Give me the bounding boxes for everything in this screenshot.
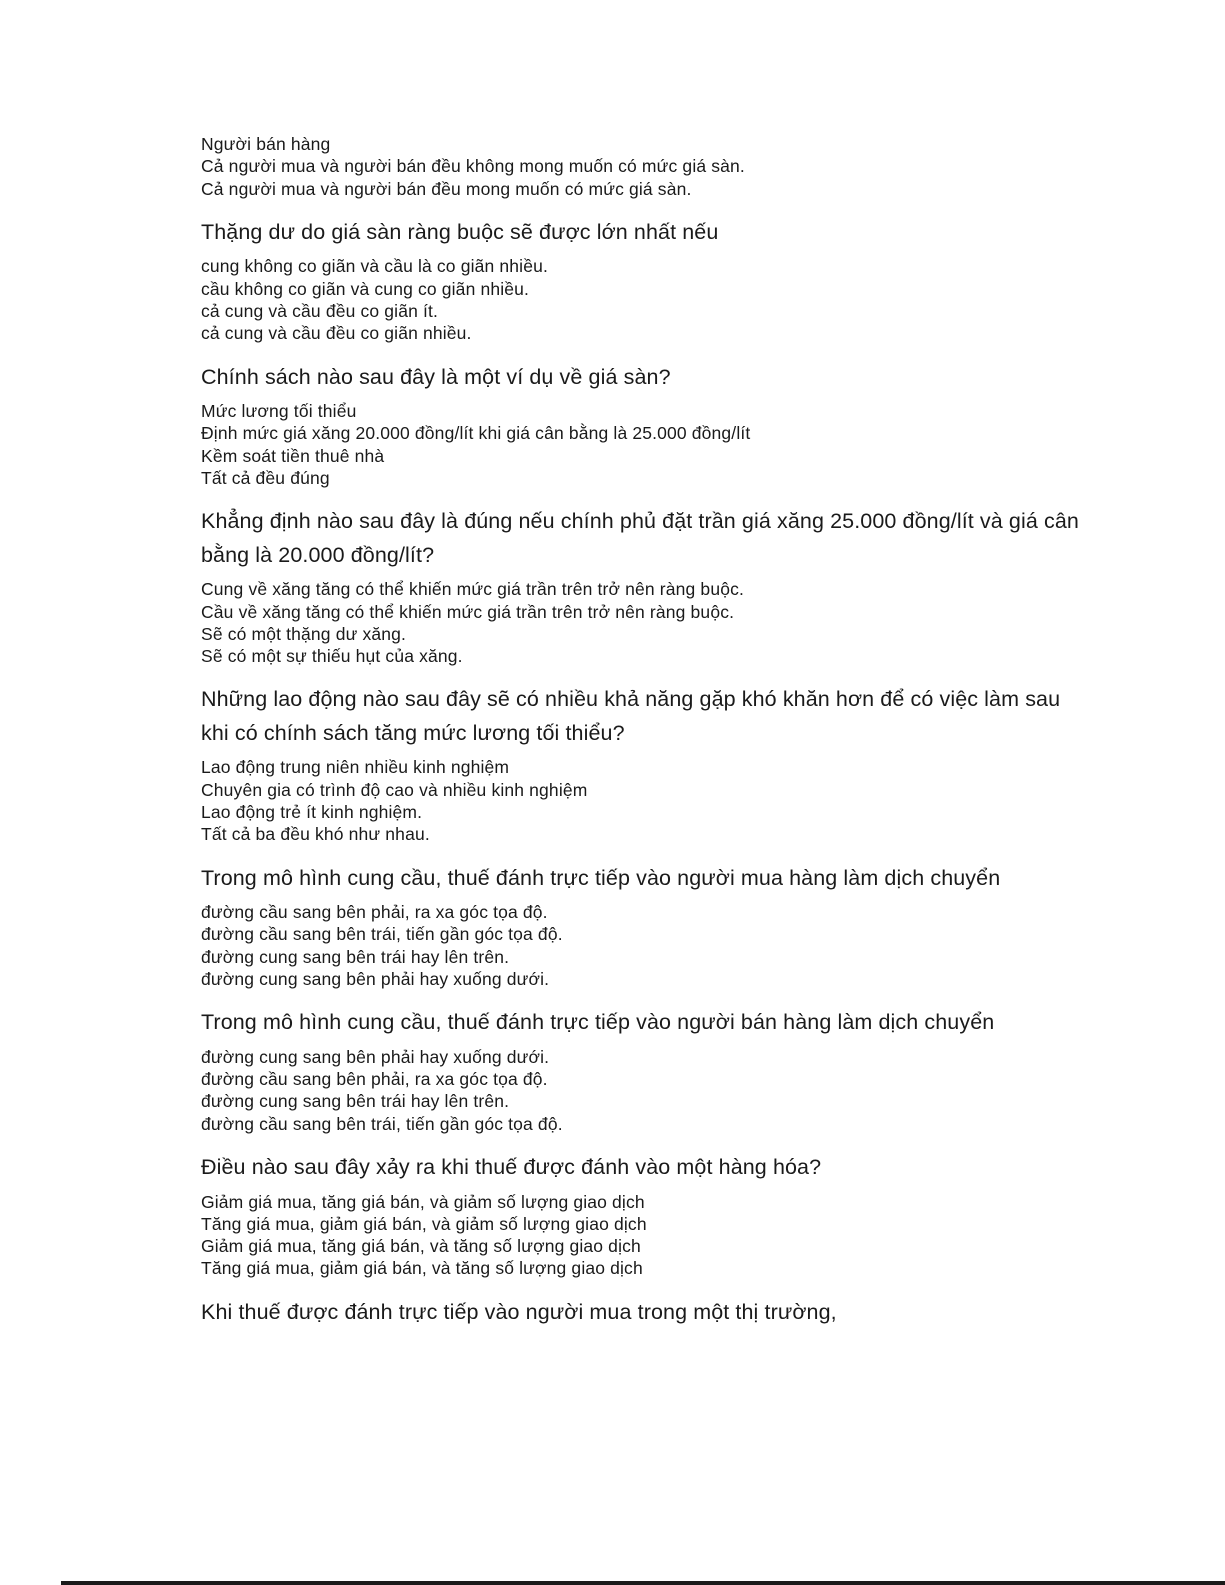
option-text: đường cầu sang bên trái, tiến gần góc tọa độ.: [201, 1113, 563, 1134]
option-text: đường cung sang bên phải hay xuống dưới.: [201, 969, 550, 990]
question-block: [201, 505, 1081, 667]
option-text: Sẽ có một sự thiếu hụt của xăng.: [201, 646, 463, 667]
option-text: Lao động trẻ ít kinh nghiệm.: [201, 802, 423, 823]
option-text: đường cung sang bên phải hay xuống dưới.: [201, 1046, 550, 1067]
question-block: [201, 683, 1081, 845]
question-text: Thặng dư do giá sàn ràng buộc sẽ được lớn nhất nếu: [201, 219, 719, 244]
option-text: Tăng giá mua, giảm giá bán, và giảm số lượng giao dịch: [201, 1213, 647, 1234]
option-text: Giảm giá mua, tăng giá bán, và giảm số lượng giao dịch: [201, 1191, 645, 1212]
option-text: Kềm soát tiền thuê nhà: [201, 445, 385, 466]
leading-options: [201, 133, 1081, 200]
question-text: Điều nào sau đây xảy ra khi thuế được đánh vào một hàng hóa?: [201, 1155, 822, 1180]
document-page: [201, 133, 1081, 1335]
question-text: Khẳng định nào sau đây là đúng nếu chính phủ đặt trần giá xăng 25.000 đồng/lít và giá cân bằng là 20.000 đồng/lít?: [201, 509, 1079, 567]
option-text: Lao động trung niên nhiều kinh nghiệm: [201, 757, 510, 778]
option-text: cầu không co giãn và cung co giãn nhiều.: [201, 278, 530, 299]
question-text: Khi thuế được đánh trực tiếp vào người mua trong một thị trường,: [201, 1299, 837, 1324]
option-text: cả cung và cầu đều co giãn nhiều.: [201, 323, 472, 344]
option-text: Chuyên gia có trình độ cao và nhiều kinh nghiệm: [201, 779, 588, 800]
option-text: cả cung và cầu đều co giãn ít.: [201, 300, 439, 321]
option-text: Sẽ có một thặng dư xăng.: [201, 623, 407, 644]
option-text: Tăng giá mua, giảm giá bán, và tăng số lượng giao dịch: [201, 1258, 643, 1279]
option-text: Cung về xăng tăng có thể khiến mức giá trần trên trở nên ràng buộc.: [201, 579, 744, 600]
option-text: Tất cả đều đúng: [201, 467, 330, 488]
option-text: đường cầu sang bên phải, ra xa góc tọa độ.: [201, 902, 548, 923]
option-text: đường cầu sang bên phải, ra xa góc tọa độ.: [201, 1069, 548, 1090]
option-text: cung không co giãn và cầu là co giãn nhiều.: [201, 256, 548, 277]
question-block: [201, 1006, 1081, 1135]
option-text: Mức lương tối thiểu: [201, 401, 357, 422]
option-text: Người bán hàng: [201, 134, 331, 154]
option-text: Giảm giá mua, tăng giá bán, và tăng số lượng giao dịch: [201, 1236, 641, 1257]
page-bottom-border: [61, 1581, 1225, 1585]
question-block: [201, 1151, 1081, 1280]
option-text: đường cung sang bên trái hay lên trên.: [201, 1091, 510, 1112]
question-text: Trong mô hình cung cầu, thuế đánh trực tiếp vào người mua hàng làm dịch chuyển: [201, 865, 1001, 890]
question-block: [201, 1296, 1081, 1330]
question-block: [201, 862, 1081, 991]
option-text: Cả người mua và người bán đều không mong muốn có mức giá sàn.: [201, 156, 745, 177]
question-block: [201, 361, 1081, 490]
question-text: Trong mô hình cung cầu, thuế đánh trực tiếp vào người bán hàng làm dịch chuyển: [201, 1010, 995, 1035]
option-text: Định mức giá xăng 20.000 đồng/lít khi giá cân bằng là 25.000 đồng/lít: [201, 423, 751, 444]
option-text: Tất cả ba đều khó như nhau.: [201, 824, 430, 845]
question-block: [201, 216, 1081, 345]
option-text: đường cung sang bên trái hay lên trên.: [201, 946, 510, 967]
question-text: Chính sách nào sau đây là một ví dụ về giá sàn?: [201, 364, 671, 389]
option-text: Cả người mua và người bán đều mong muốn có mức giá sàn.: [201, 178, 692, 199]
question-text: Những lao động nào sau đây sẽ có nhiều khả năng gặp khó khăn hơn để có việc làm sau khi có chính sách tăng mức lương tối thiểu?: [201, 687, 1061, 745]
option-text: Cầu về xăng tăng có thể khiến mức giá trần trên trở nên ràng buộc.: [201, 601, 735, 622]
option-text: đường cầu sang bên trái, tiến gần góc tọa độ.: [201, 924, 563, 945]
